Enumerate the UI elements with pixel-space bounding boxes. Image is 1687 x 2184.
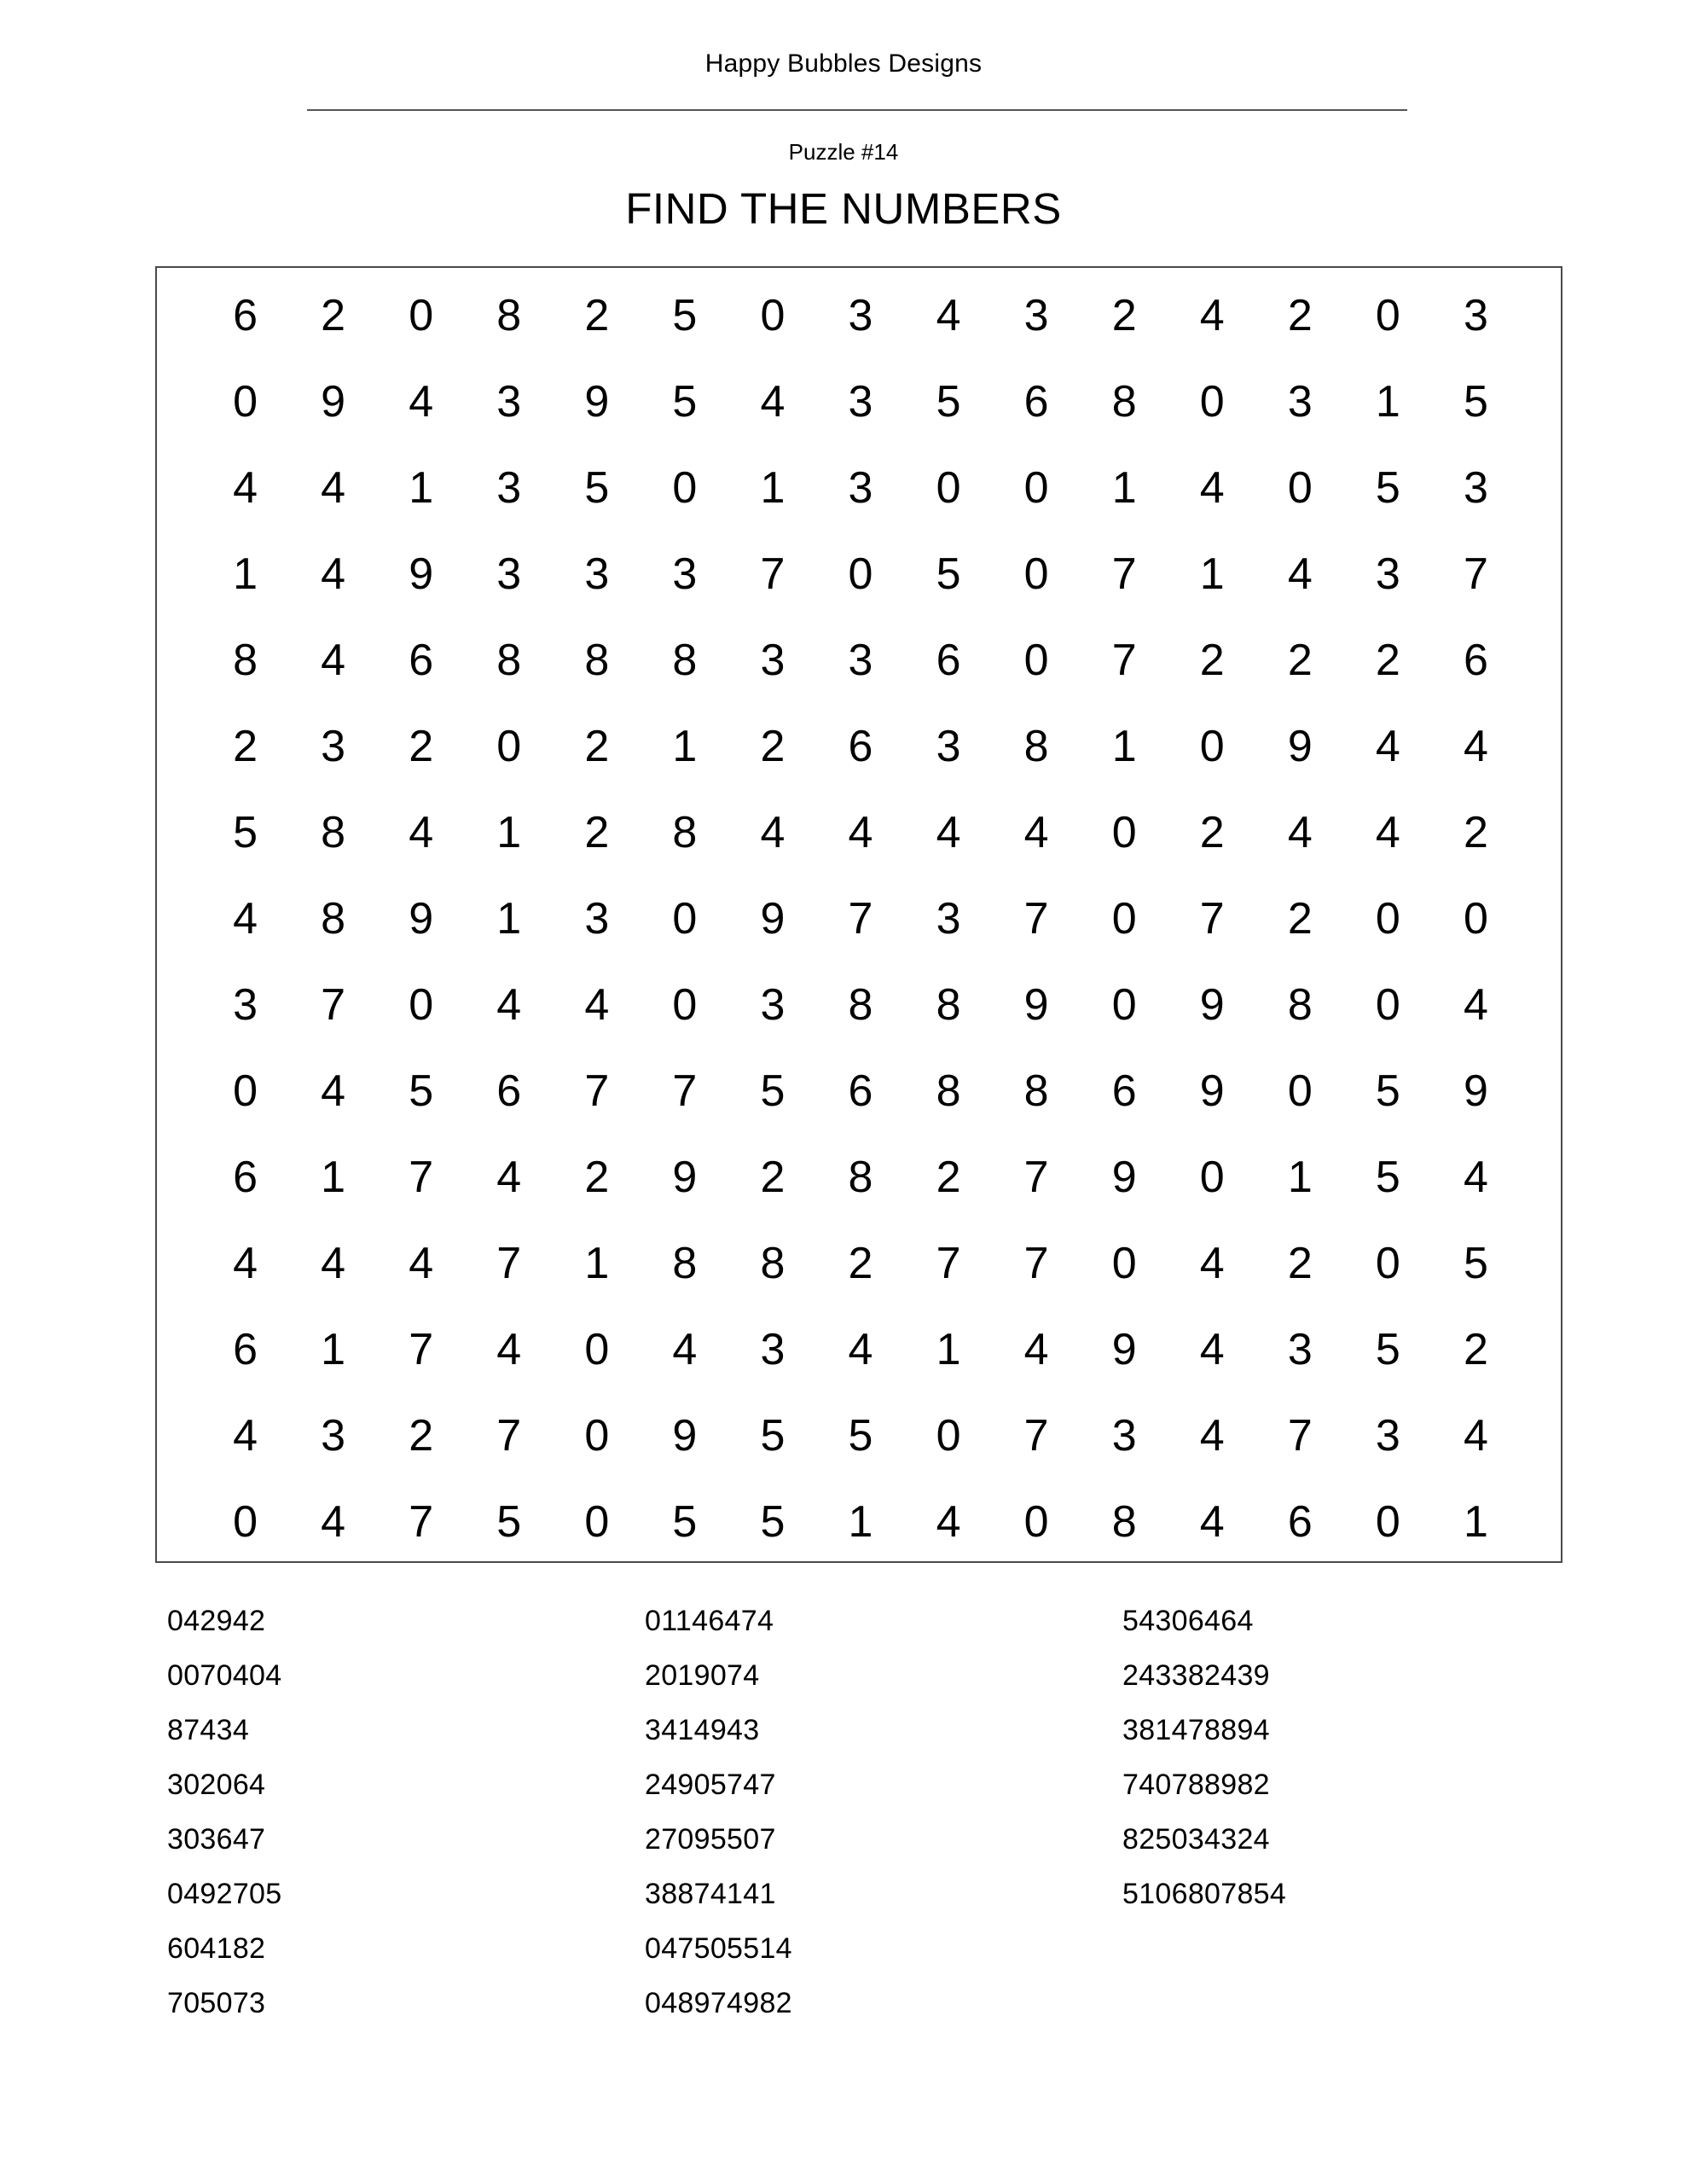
grid-cell[interactable]: 4 <box>1199 463 1225 513</box>
grid-cell[interactable]: 4 <box>409 808 434 857</box>
grid-cell[interactable]: 6 <box>1287 1497 1313 1547</box>
grid-cell[interactable]: 2 <box>1199 636 1225 685</box>
grid-cell[interactable]: 0 <box>584 1411 610 1461</box>
grid-cell[interactable]: 5 <box>672 1497 698 1547</box>
grid-cell[interactable]: 9 <box>672 1153 698 1202</box>
grid-cell[interactable]: 4 <box>496 1153 522 1202</box>
grid-cell[interactable]: 3 <box>1287 1325 1313 1374</box>
grid-cell[interactable]: 0 <box>1199 722 1225 771</box>
grid-cell[interactable]: 2 <box>321 291 346 340</box>
grid-cell[interactable]: 4 <box>321 549 346 599</box>
grid-cell[interactable]: 0 <box>1023 549 1049 599</box>
grid-cell[interactable]: 0 <box>1375 291 1400 340</box>
grid-cell[interactable]: 4 <box>1199 291 1225 340</box>
word-list-column <box>167 1594 645 2030</box>
grid-cell[interactable]: 0 <box>672 894 698 944</box>
grid-cell[interactable]: 0 <box>936 463 961 513</box>
word-list-item[interactable]: 381478894 <box>1122 1714 1270 1746</box>
grid-cell[interactable]: 9 <box>1199 980 1225 1030</box>
grid-cell[interactable]: 5 <box>1463 1239 1488 1288</box>
grid-cell[interactable]: 4 <box>321 1066 346 1116</box>
grid-cell[interactable]: 1 <box>936 1325 961 1374</box>
word-list-item[interactable]: 047505514 <box>645 1932 792 1965</box>
grid-cell[interactable]: 0 <box>584 1325 610 1374</box>
grid-cell[interactable]: 0 <box>1111 894 1137 944</box>
grid-cell[interactable]: 3 <box>496 377 522 427</box>
grid-cell[interactable]: 1 <box>1111 722 1137 771</box>
grid-cell[interactable]: 8 <box>760 1239 786 1288</box>
puzzle-number: Puzzle #14 <box>788 139 899 165</box>
grid-cell[interactable]: 2 <box>1463 1325 1488 1374</box>
grid-cell[interactable]: 1 <box>1375 377 1400 427</box>
grid-cell[interactable]: 9 <box>672 1411 698 1461</box>
grid-cell[interactable]: 2 <box>584 808 610 857</box>
grid-cell[interactable]: 4 <box>672 1325 698 1374</box>
grid-cell[interactable]: 9 <box>1023 980 1049 1030</box>
grid-cell[interactable]: 2 <box>1287 291 1313 340</box>
grid-cell[interactable]: 8 <box>848 980 873 1030</box>
grid-cell[interactable]: 1 <box>1463 1497 1488 1547</box>
grid-cell[interactable]: 4 <box>1463 1411 1488 1461</box>
grid-cell[interactable]: 8 <box>584 636 610 685</box>
grid-cell[interactable]: 0 <box>1023 1497 1049 1547</box>
grid-cell[interactable]: 3 <box>1023 291 1049 340</box>
grid-cell[interactable]: 8 <box>321 894 346 944</box>
word-list-item[interactable]: 0492705 <box>167 1878 282 1910</box>
word-list-item[interactable]: 54306464 <box>1122 1605 1254 1637</box>
word-list-item[interactable]: 5106807854 <box>1122 1878 1287 1910</box>
grid-cell[interactable]: 4 <box>1375 808 1400 857</box>
grid-cell[interactable]: 3 <box>233 980 258 1030</box>
grid-cell[interactable]: 8 <box>1111 377 1137 427</box>
grid-cell[interactable]: 6 <box>1023 377 1049 427</box>
grid-cell[interactable]: 1 <box>1287 1153 1313 1202</box>
grid-cell[interactable]: 0 <box>1199 377 1225 427</box>
grid-cell[interactable]: 5 <box>936 377 961 427</box>
grid-cell[interactable]: 4 <box>233 1239 258 1288</box>
grid-cell[interactable]: 2 <box>409 722 434 771</box>
grid-cell[interactable]: 1 <box>584 1239 610 1288</box>
grid-cell[interactable]: 0 <box>672 463 698 513</box>
grid-cell[interactable]: 2 <box>1287 894 1313 944</box>
grid-cell[interactable]: 9 <box>1287 722 1313 771</box>
number-search-grid[interactable] <box>155 266 1562 1563</box>
grid-cell[interactable]: 8 <box>1023 1066 1049 1116</box>
word-list-item[interactable]: 825034324 <box>1122 1823 1270 1856</box>
grid-cell[interactable]: 4 <box>321 463 346 513</box>
grid-cell[interactable]: 2 <box>1199 808 1225 857</box>
word-list-item[interactable]: 3414943 <box>645 1714 760 1746</box>
grid-cell[interactable]: 7 <box>1023 1239 1049 1288</box>
grid-cell[interactable]: 3 <box>672 549 698 599</box>
grid-cell[interactable]: 4 <box>1023 1325 1049 1374</box>
grid-cell[interactable]: 4 <box>321 1497 346 1547</box>
grid-cell[interactable]: 4 <box>1199 1239 1225 1288</box>
grid-cell[interactable]: 7 <box>409 1325 434 1374</box>
grid-cell[interactable]: 3 <box>496 549 522 599</box>
grid-cell[interactable]: 1 <box>1199 549 1225 599</box>
grid-cell[interactable]: 3 <box>1287 377 1313 427</box>
grid-cell[interactable]: 3 <box>1463 463 1488 513</box>
grid-cell[interactable]: 4 <box>496 1325 522 1374</box>
grid-cell[interactable]: 8 <box>672 1239 698 1288</box>
grid-cell[interactable]: 9 <box>409 894 434 944</box>
grid-cell[interactable]: 6 <box>409 636 434 685</box>
grid-cell[interactable]: 6 <box>233 1325 258 1374</box>
word-list-item[interactable]: 87434 <box>167 1714 250 1746</box>
grid-cell[interactable]: 8 <box>936 980 961 1030</box>
grid-cell[interactable]: 8 <box>1023 722 1049 771</box>
word-list-item[interactable]: 604182 <box>167 1932 266 1965</box>
grid-cell[interactable]: 3 <box>496 463 522 513</box>
grid-cell[interactable]: 8 <box>1287 980 1313 1030</box>
grid-cell[interactable]: 8 <box>848 1153 873 1202</box>
grid-cell[interactable]: 4 <box>848 1325 873 1374</box>
grid-cell[interactable]: 5 <box>848 1411 873 1461</box>
page-title: FIND THE NUMBERS <box>625 184 1062 233</box>
grid-cell[interactable]: 0 <box>1375 980 1400 1030</box>
word-list-item[interactable]: 042942 <box>167 1605 266 1637</box>
grid-cell[interactable]: 6 <box>1463 636 1488 685</box>
grid-cell[interactable]: 4 <box>1463 722 1488 771</box>
grid-cell[interactable]: 4 <box>1199 1497 1225 1547</box>
grid-cell[interactable]: 2 <box>1463 808 1488 857</box>
grid-cell[interactable]: 2 <box>584 722 610 771</box>
grid-cell[interactable]: 9 <box>409 549 434 599</box>
grid-cell[interactable]: 5 <box>936 549 961 599</box>
grid-cell[interactable]: 3 <box>848 291 873 340</box>
grid-cell[interactable]: 0 <box>496 722 522 771</box>
grid-cell[interactable]: 7 <box>321 980 346 1030</box>
brand-title: Happy Bubbles Designs <box>704 49 983 78</box>
header-divider <box>307 109 1407 111</box>
grid-cell[interactable]: 2 <box>584 291 610 340</box>
grid-cell[interactable]: 8 <box>233 636 258 685</box>
word-list-item[interactable]: 740788982 <box>1122 1769 1270 1801</box>
grid-cell[interactable]: 4 <box>1375 722 1400 771</box>
word-list <box>167 1594 1617 2030</box>
grid-cell[interactable]: 8 <box>672 808 698 857</box>
grid-cell[interactable]: 7 <box>936 1239 961 1288</box>
grid-cell[interactable]: 1 <box>760 463 786 513</box>
grid-cell[interactable]: 9 <box>760 894 786 944</box>
grid-cell[interactable]: 1 <box>321 1325 346 1374</box>
grid-cell[interactable]: 3 <box>936 722 961 771</box>
grid-cell[interactable]: 2 <box>1287 636 1313 685</box>
grid-cell[interactable]: 1 <box>496 808 522 857</box>
grid-cell[interactable]: 7 <box>584 1066 610 1116</box>
grid-cell[interactable]: 3 <box>848 636 873 685</box>
grid-cell[interactable]: 4 <box>936 808 961 857</box>
grid-cell[interactable]: 2 <box>233 722 258 771</box>
grid-cell[interactable]: 0 <box>672 980 698 1030</box>
word-list-item[interactable]: 24905747 <box>645 1769 776 1801</box>
grid-cell[interactable]: 5 <box>409 1066 434 1116</box>
grid-cell[interactable]: 4 <box>848 808 873 857</box>
grid-cell[interactable]: 0 <box>233 1066 258 1116</box>
grid-cell[interactable]: 8 <box>936 1066 961 1116</box>
grid-cell[interactable]: 4 <box>760 377 786 427</box>
grid-cell[interactable]: 9 <box>584 377 610 427</box>
grid-cell[interactable]: 8 <box>496 636 522 685</box>
grid-cell[interactable]: 4 <box>1023 808 1049 857</box>
grid-cell[interactable]: 7 <box>1023 1153 1049 1202</box>
grid-cell[interactable]: 7 <box>496 1239 522 1288</box>
grid-cell[interactable]: 4 <box>1199 1325 1225 1374</box>
grid-cell[interactable]: 1 <box>409 463 434 513</box>
word-list-item[interactable]: 01146474 <box>645 1605 774 1637</box>
grid-cell[interactable]: 0 <box>1023 463 1049 513</box>
grid-cell[interactable]: 0 <box>409 291 434 340</box>
grid-cell[interactable]: 7 <box>760 549 786 599</box>
grid-cell[interactable]: 5 <box>760 1066 786 1116</box>
grid-cell[interactable]: 3 <box>848 377 873 427</box>
grid-cell[interactable]: 3 <box>321 722 346 771</box>
grid-cell[interactable]: 7 <box>1463 549 1488 599</box>
grid-cell[interactable]: 0 <box>584 1497 610 1547</box>
grid-cell[interactable]: 2 <box>409 1411 434 1461</box>
grid-cell[interactable]: 1 <box>321 1153 346 1202</box>
grid-cell[interactable]: 2 <box>848 1239 873 1288</box>
grid-cell[interactable]: 5 <box>1375 1325 1400 1374</box>
grid-cell[interactable]: 0 <box>1023 636 1049 685</box>
grid-cell[interactable]: 9 <box>1199 1066 1225 1116</box>
grid-cell[interactable]: 5 <box>1463 377 1488 427</box>
word-list-column <box>645 1594 1122 2030</box>
grid-cell[interactable]: 3 <box>1463 291 1488 340</box>
grid-cell[interactable]: 1 <box>233 549 258 599</box>
grid-cell[interactable]: 4 <box>1287 549 1313 599</box>
grid-cell[interactable]: 4 <box>321 1239 346 1288</box>
word-list-item[interactable]: 048974982 <box>645 1987 792 2019</box>
grid-cell[interactable]: 3 <box>1375 549 1400 599</box>
grid-cell[interactable]: 4 <box>1199 1411 1225 1461</box>
grid-cell[interactable]: 6 <box>496 1066 522 1116</box>
word-list-item[interactable]: 302064 <box>167 1769 266 1801</box>
grid-cell[interactable]: 5 <box>672 377 698 427</box>
grid-cells-container <box>201 287 1520 1549</box>
grid-cell[interactable]: 0 <box>936 1411 961 1461</box>
grid-cell[interactable]: 7 <box>848 894 873 944</box>
grid-cell[interactable]: 3 <box>848 463 873 513</box>
grid-cell[interactable]: 0 <box>1111 808 1137 857</box>
grid-cell[interactable]: 4 <box>409 1239 434 1288</box>
grid-cell[interactable]: 2 <box>760 722 786 771</box>
grid-cell[interactable]: 2 <box>1111 291 1137 340</box>
word-list-item[interactable]: 27095507 <box>645 1823 776 1856</box>
grid-cell[interactable]: 9 <box>1111 1153 1137 1202</box>
grid-cell[interactable]: 0 <box>1375 1239 1400 1288</box>
grid-cell[interactable]: 7 <box>1199 894 1225 944</box>
grid-cell[interactable]: 5 <box>1375 1153 1400 1202</box>
grid-cell[interactable]: 0 <box>1287 463 1313 513</box>
grid-cell[interactable]: 5 <box>760 1497 786 1547</box>
grid-cell[interactable]: 4 <box>321 636 346 685</box>
grid-cell[interactable]: 3 <box>1111 1411 1137 1461</box>
grid-cell[interactable]: 0 <box>1287 1066 1313 1116</box>
grid-cell[interactable]: 0 <box>1111 980 1137 1030</box>
grid-cell[interactable]: 6 <box>936 636 961 685</box>
grid-cell[interactable]: 9 <box>1463 1066 1488 1116</box>
grid-cell[interactable]: 3 <box>321 1411 346 1461</box>
grid-cell[interactable]: 6 <box>848 722 873 771</box>
grid-cell[interactable]: 1 <box>672 722 698 771</box>
grid-cell[interactable]: 6 <box>1111 1066 1137 1116</box>
grid-cell[interactable]: 3 <box>936 894 961 944</box>
grid-cell[interactable]: 3 <box>760 636 786 685</box>
grid-cell[interactable]: 5 <box>672 291 698 340</box>
word-list-item[interactable]: 705073 <box>167 1987 266 2019</box>
grid-cell[interactable]: 4 <box>936 1497 961 1547</box>
grid-cell[interactable]: 5 <box>760 1411 786 1461</box>
grid-cell[interactable]: 4 <box>409 377 434 427</box>
grid-cell[interactable]: 5 <box>1375 1066 1400 1116</box>
grid-cell[interactable]: 4 <box>1287 808 1313 857</box>
grid-cell[interactable]: 6 <box>848 1066 873 1116</box>
grid-cell[interactable]: 7 <box>496 1411 522 1461</box>
grid-cell[interactable]: 9 <box>321 377 346 427</box>
grid-cell[interactable]: 1 <box>496 894 522 944</box>
grid-cell[interactable]: 1 <box>848 1497 873 1547</box>
grid-cell[interactable]: 8 <box>1111 1497 1137 1547</box>
grid-cell[interactable]: 7 <box>409 1497 434 1547</box>
grid-cell[interactable]: 3 <box>584 894 610 944</box>
grid-cell[interactable]: 0 <box>1375 894 1400 944</box>
word-list-item[interactable]: 0070404 <box>167 1659 282 1692</box>
grid-cell[interactable]: 7 <box>672 1066 698 1116</box>
grid-cell[interactable]: 7 <box>409 1153 434 1202</box>
grid-cell[interactable]: 4 <box>1463 1153 1488 1202</box>
grid-cell[interactable]: 2 <box>760 1153 786 1202</box>
grid-cell[interactable]: 7 <box>1023 894 1049 944</box>
grid-cell[interactable]: 5 <box>1375 463 1400 513</box>
grid-cell[interactable]: 4 <box>233 1411 258 1461</box>
grid-cell[interactable]: 2 <box>1375 636 1400 685</box>
grid-cell[interactable]: 8 <box>496 291 522 340</box>
grid-cell[interactable]: 2 <box>1287 1239 1313 1288</box>
grid-cell[interactable]: 5 <box>584 463 610 513</box>
grid-cell[interactable]: 3 <box>760 980 786 1030</box>
grid-cell[interactable]: 8 <box>672 636 698 685</box>
grid-cell[interactable]: 0 <box>409 980 434 1030</box>
word-list-item[interactable]: 303647 <box>167 1823 266 1856</box>
grid-cell[interactable]: 3 <box>1375 1411 1400 1461</box>
word-list-item[interactable]: 38874141 <box>645 1878 776 1910</box>
grid-cell[interactable]: 3 <box>760 1325 786 1374</box>
word-list-item[interactable]: 2019074 <box>645 1659 760 1692</box>
grid-cell[interactable]: 4 <box>233 894 258 944</box>
word-list-item[interactable]: 243382439 <box>1122 1659 1270 1692</box>
grid-cell[interactable]: 0 <box>1375 1497 1400 1547</box>
grid-cell[interactable]: 4 <box>233 463 258 513</box>
grid-cell[interactable]: 7 <box>1287 1411 1313 1461</box>
grid-cell[interactable]: 0 <box>1463 894 1488 944</box>
grid-cell[interactable]: 0 <box>848 549 873 599</box>
grid-cell[interactable]: 7 <box>1023 1411 1049 1461</box>
grid-cell[interactable]: 9 <box>1111 1325 1137 1374</box>
grid-cell[interactable]: 3 <box>584 549 610 599</box>
grid-cell[interactable]: 0 <box>233 1497 258 1547</box>
grid-cell[interactable]: 4 <box>496 980 522 1030</box>
grid-cell[interactable]: 0 <box>760 291 786 340</box>
grid-cell[interactable]: 0 <box>233 377 258 427</box>
grid-cell[interactable]: 7 <box>1111 636 1137 685</box>
grid-cell[interactable]: 4 <box>1463 980 1488 1030</box>
word-list-column <box>1122 1594 1600 2030</box>
grid-cell[interactable]: 8 <box>321 808 346 857</box>
grid-cell[interactable]: 6 <box>233 1153 258 1202</box>
grid-cell[interactable]: 1 <box>1111 463 1137 513</box>
grid-cell[interactable]: 6 <box>233 291 258 340</box>
grid-cell[interactable]: 0 <box>1111 1239 1137 1288</box>
grid-cell[interactable]: 2 <box>584 1153 610 1202</box>
grid-cell[interactable]: 5 <box>496 1497 522 1547</box>
grid-cell[interactable]: 7 <box>1111 549 1137 599</box>
grid-cell[interactable]: 0 <box>1199 1153 1225 1202</box>
grid-cell[interactable]: 5 <box>233 808 258 857</box>
grid-cell[interactable]: 4 <box>760 808 786 857</box>
grid-cell[interactable]: 4 <box>584 980 610 1030</box>
grid-cell[interactable]: 2 <box>936 1153 961 1202</box>
grid-cell[interactable]: 4 <box>936 291 961 340</box>
